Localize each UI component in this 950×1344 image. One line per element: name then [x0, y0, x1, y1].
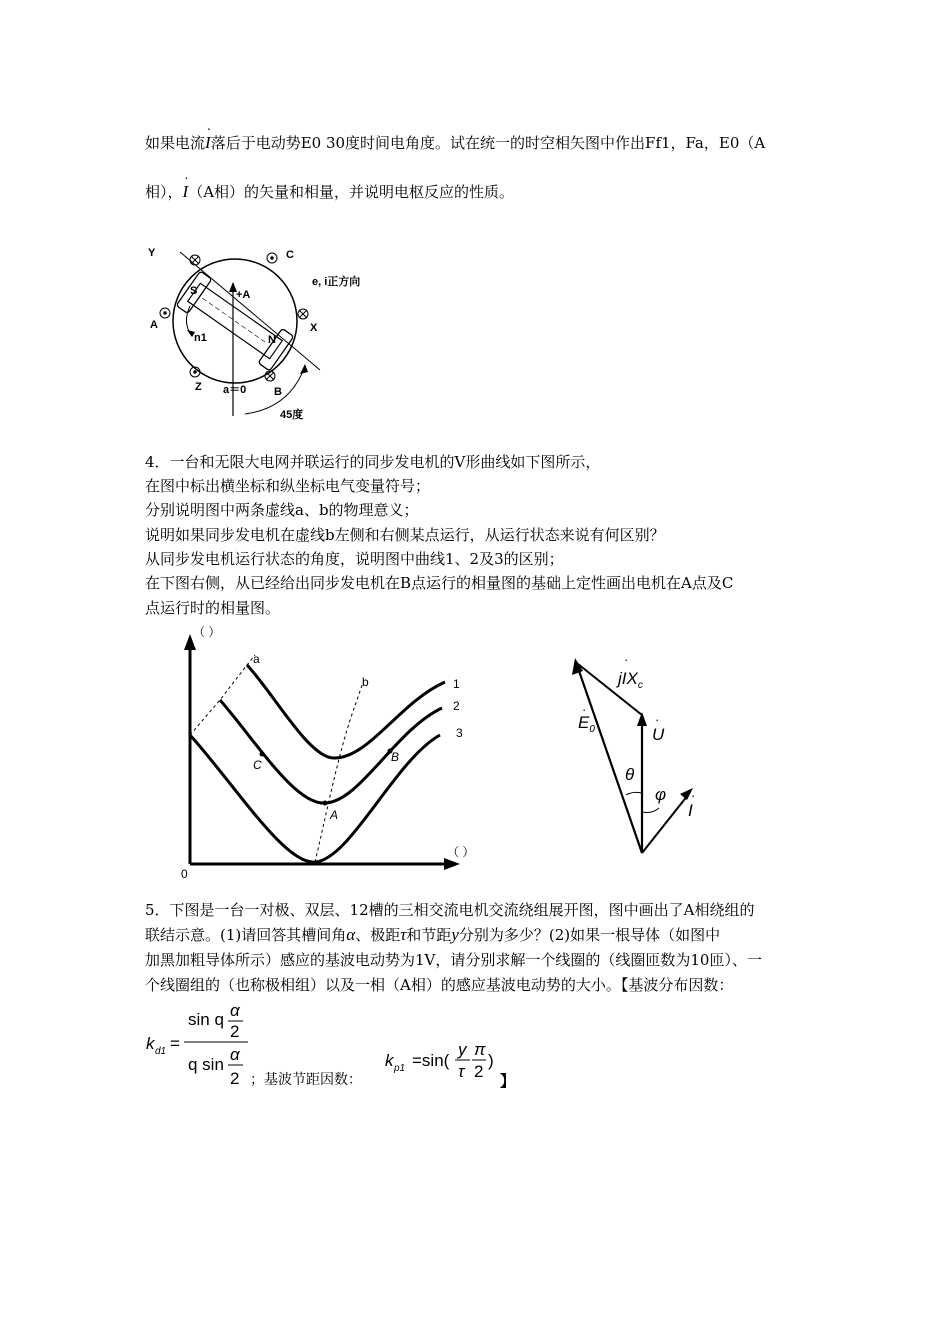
q4-item-3: 说明如果同步发电机在虚线b左侧和右侧某点运行，从运行状态来说有何区别？: [145, 526, 665, 544]
q3-line2-a: 相），: [145, 183, 183, 201]
svg-text:sin q: sin q: [188, 1010, 224, 1029]
svg-text:y: y: [458, 1040, 467, 1059]
x-axis-label: （ ）: [447, 845, 475, 859]
svg-text:·: ·: [655, 712, 660, 727]
label-Z: Z: [195, 381, 202, 393]
q5-line2: 联结示意。(1)请回答其槽间角α、极距τ和节距y分别为多少？(2)如果一根导体（如图中: [145, 925, 721, 944]
q3-line1-a: 如果电流: [145, 134, 206, 152]
point-C: [260, 752, 265, 757]
v-curve-chart: [175, 620, 495, 880]
svg-text:2: 2: [474, 1062, 484, 1081]
theta-label: θ: [625, 765, 635, 784]
series-1-label: 1: [453, 677, 460, 691]
label-alpha: a＝0: [223, 384, 247, 396]
svg-text:): ): [488, 1051, 494, 1070]
generator-diagram: [140, 238, 390, 423]
svg-text:k: k: [385, 1051, 394, 1070]
svg-text:·: ·: [624, 652, 629, 667]
q4-item-5: 在下图右侧，从已经给出同步发电机在B点运行的相量图的基础上定性画出电机在A点及C: [145, 574, 734, 592]
svg-text:τ: τ: [458, 1062, 465, 1081]
q4-item-4: 从同步发电机运行状态的角度，说明图中曲线1、2及3的区别；: [145, 550, 564, 568]
label-X: X: [310, 322, 318, 334]
phi-label: φ: [655, 785, 667, 804]
svg-text:·: ·: [691, 788, 696, 803]
dashed-line-b: [315, 682, 363, 862]
label-direction: e, i正方向: [312, 276, 361, 288]
q4-item-2: 分别说明图中两条虚线a、b的物理意义；: [145, 501, 419, 519]
q5-line1: 5．下图是一台一对极、双层、12槽的三相交流电机交流绕组展开图，图中画出了A相绕组的: [145, 901, 755, 919]
q3-line2: [145, 182, 514, 202]
point-C-label: C: [253, 758, 262, 772]
dashed-line-a: [190, 655, 255, 735]
series-1-curve: [247, 665, 445, 758]
svg-text:d1: d1: [155, 1046, 167, 1057]
series-2-curve: [220, 700, 442, 803]
q4-intro: 4．一台和无限大电网并联运行的同步发电机的V形曲线如下图所示，: [145, 453, 601, 471]
q5-line4: 个线圈组的（也称极相组）以及一相（A相）的感应基波电动势的大小。【基波分布因数：: [145, 976, 734, 994]
svg-text:】: 】: [500, 1073, 516, 1090]
svg-text:；基波节距因数：: ；基波节距因数：: [250, 1071, 362, 1087]
U-label: U: [652, 725, 665, 744]
q5-line3: 加黑加粗导体所示）感应的基波电动势为1V，请分别求解一个线圈的（线圈匝数为10匝）、一: [145, 951, 762, 969]
origin-label: 0: [181, 867, 188, 880]
current-symbol: · I: [183, 182, 189, 202]
I-label: I: [688, 801, 693, 820]
point-B-label: B: [391, 750, 400, 764]
series-3-curve: [190, 735, 440, 862]
label-n1: n1: [194, 332, 207, 344]
point-A-label: A: [330, 808, 339, 822]
svg-text:2: 2: [230, 1069, 240, 1088]
formula: [140, 1002, 560, 1102]
phasor-diagram: [560, 650, 720, 865]
series-2-label: 2: [453, 699, 460, 713]
svg-text:α: α: [230, 1002, 240, 1020]
current-symbol: · I: [205, 133, 211, 153]
label-B: B: [274, 386, 282, 398]
series-3-label: 3: [456, 726, 463, 740]
label-A: A: [150, 319, 158, 331]
y-axis-label: （ ）: [193, 625, 221, 639]
label-C: C: [286, 249, 294, 261]
label-S: S: [190, 285, 198, 297]
q3-line1: [145, 133, 765, 153]
jIXc-label: jIX$_c$: [618, 669, 643, 691]
q4-item-1: 在图中标出横坐标和纵坐标电气变量符号；: [145, 477, 431, 495]
svg-text:α: α: [230, 1045, 240, 1064]
E0-label: $E_0$: [578, 713, 595, 735]
dashed-b-label: b: [362, 675, 369, 689]
svg-text:=sin(: =sin(: [412, 1051, 450, 1070]
q4-item-6: 点运行时的相量图。: [145, 599, 281, 617]
svg-text:2: 2: [230, 1022, 240, 1041]
svg-text:k: k: [146, 1034, 155, 1053]
label-Y: Y: [148, 247, 156, 259]
q3-line1-b: 落后于电动势E0 30度时间电角度。试在统一的时空相矢图中作出Ff1，Fa，E0（A: [210, 134, 766, 152]
svg-text:π: π: [474, 1040, 486, 1059]
dashed-a-label: a: [253, 652, 260, 666]
q3-line2-b: （A相）的矢量和相量，并说明电枢反应的性质。: [188, 183, 515, 201]
svg-text:=: =: [170, 1034, 180, 1053]
label-N: N: [268, 334, 276, 346]
label-axis-A: +A: [236, 289, 251, 301]
svg-text:·: ·: [582, 702, 587, 717]
point-A: [323, 801, 328, 806]
label-angle: 45度: [280, 409, 304, 421]
svg-text:q sin: q sin: [188, 1055, 224, 1074]
svg-text:p1: p1: [394, 1063, 406, 1074]
